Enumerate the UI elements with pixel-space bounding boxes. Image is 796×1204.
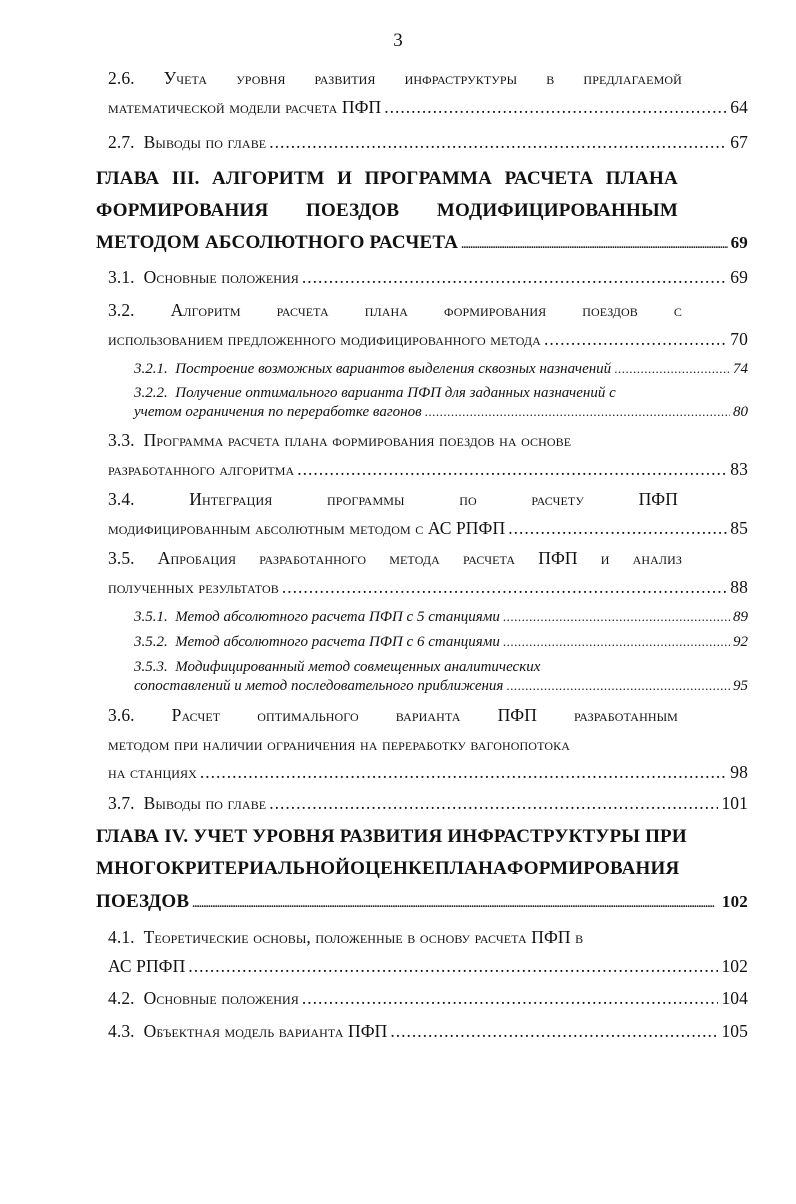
toc-entry-number: 3.4. [108, 489, 135, 509]
toc-chapter-4-line-3[interactable]: ПОЕЗДОВ ..... 102 [96, 891, 748, 913]
leader-dots [390, 1021, 718, 1042]
toc-entry-3-2-2-line-2[interactable]: учетом ограничения по переработке вагонов ..... 80 [134, 404, 748, 421]
toc-entry-3-2-1[interactable] [134, 361, 748, 378]
toc-entry-3-5-1[interactable] [134, 609, 748, 626]
toc-entry-4-3[interactable] [108, 1021, 748, 1042]
toc-entry-number: 3.5.3. [134, 659, 168, 675]
toc-entry-number: 3.2.2. [134, 385, 168, 401]
toc-entry-title: Метод абсолютного расчета ПФП с 6 станциями [175, 634, 500, 650]
toc-page-number: 101 [721, 793, 748, 813]
leader-dots [302, 267, 727, 288]
toc-page-number: 83 [730, 459, 748, 479]
toc-entry-4-2[interactable] [108, 988, 748, 1009]
leader-dots [461, 232, 727, 254]
toc-page-number: 80 [733, 404, 748, 420]
leader-dots [269, 132, 727, 153]
toc-entry-title: Объектная модель варианта ПФП [143, 1021, 388, 1041]
toc-entry-3-2-line-1[interactable]: 3.2. Алгоритм расчета плана формирования поездов с [108, 300, 682, 320]
toc-entry-title: Выводы по главе [143, 793, 267, 813]
toc-page-number: 69 [730, 233, 748, 252]
toc-entry-title: Построение возможных вариантов выделения сквозных назначений [175, 361, 612, 377]
toc-page-number: 102 [721, 956, 748, 976]
toc-entry-3-6-line-1[interactable]: 3.6. Расчет оптимального варианта ПФП разработанным [108, 705, 678, 725]
toc-entry-number: 3.1. [108, 267, 135, 287]
toc-entry-3-4-line-1[interactable]: 3.4. Интеграция программы по расчету ПФП [108, 489, 678, 509]
toc-entry-3-3-line-1[interactable]: 3.3. Программа расчета плана формирования поездов на основе [108, 430, 572, 450]
toc-chapter-3-line-3[interactable]: МЕТОДОМ АБСОЛЮТНОГО РАСЧЕТА ..... 69 [96, 232, 748, 254]
toc-entry-3-2-line-2[interactable]: использованием предложенного модифицированного метода ..... 70 [108, 329, 748, 350]
toc-entry-3-3-line-2[interactable]: разработанного алгоритма ..... 83 [108, 459, 748, 480]
toc-entry-4-1-line-1[interactable]: 4.1. Теоретические основы, положенные в основу расчета ПФП в [108, 927, 584, 947]
toc-page-number: 69 [730, 267, 748, 287]
toc-page-number: 70 [730, 329, 748, 349]
toc-entry-2-6-line-2[interactable]: математической модели расчета ПФП ..... 64 [108, 97, 748, 118]
toc-chapter-4-line-1[interactable]: ГЛАВА IV. УЧЕТ УРОВНЯ РАЗВИТИЯ ИНФРАСТРУКТУРЫ ПРИ [96, 826, 687, 847]
toc-entry-title: Метод абсолютного расчета ПФП с 5 станциями [175, 609, 500, 625]
toc-entry-title: Основные положения [143, 988, 299, 1008]
leader-dots [544, 329, 727, 350]
toc-page-number: 105 [721, 1021, 748, 1041]
toc-entry-3-1[interactable] [108, 267, 748, 288]
toc-entry-4-1-line-2[interactable]: АС РПФП ..... 102 [108, 956, 748, 977]
toc-page-number: 104 [721, 988, 748, 1008]
toc-entry-number: 3.5. [108, 548, 135, 568]
toc-chapter-3-line-2[interactable]: ФОРМИРОВАНИЯ ПОЕЗДОВ МОДИФИЦИРОВАННЫМ [96, 200, 678, 221]
leader-dots [508, 518, 727, 539]
leader-dots [297, 459, 727, 480]
toc-entry-2-6-line-1[interactable]: 2.6. Учета уровня развития инфраструктуры в предлагаемой [108, 68, 682, 88]
leader-dots [503, 609, 730, 626]
toc-entry-3-5-3-line-1[interactable]: 3.5.3. Модифицированный метод совмещенных аналитических [134, 659, 541, 675]
toc-page-number: 74 [733, 361, 748, 377]
toc-entry-3-5-3-line-2[interactable]: сопоставлений и метод последовательного приближения ..... 95 [134, 678, 748, 695]
toc-page-number: 88 [730, 577, 748, 597]
toc-entry-3-6-line-3[interactable]: на станциях ..... 98 [108, 762, 748, 783]
toc-entry-number: 2.6. [108, 68, 135, 88]
leader-dots [614, 361, 730, 378]
page-number: 3 [393, 30, 403, 51]
toc-entry-3-4-line-2[interactable]: модифицированным абсолютным методом с АС РПФП ..... 85 [108, 518, 748, 539]
leader-dots [200, 762, 727, 783]
toc-entry-number: 3.6. [108, 705, 135, 725]
toc-entry-number: 3.3. [108, 430, 135, 450]
leader-dots [188, 956, 718, 977]
toc-entry-number: 3.2. [108, 300, 135, 320]
toc-entry-title: Выводы по главе [143, 132, 267, 152]
toc-chapter-3-line-1[interactable]: ГЛАВА III. АЛГОРИТМ И ПРОГРАММА РАСЧЕТА ПЛАНА [96, 168, 678, 189]
toc-entry-3-7[interactable] [108, 793, 748, 814]
toc-page-number: 95 [733, 678, 748, 694]
toc-page-number: 67 [730, 132, 748, 152]
toc-entry-number: 2.7. [108, 132, 135, 152]
leader-dots [302, 988, 719, 1009]
toc-entry-3-6-line-2[interactable]: методом при наличии ограничения на переработку вагонопотока [108, 734, 570, 754]
toc-page-number: 85 [730, 518, 748, 538]
toc-page-number: 89 [733, 609, 748, 625]
leader-dots [192, 891, 719, 913]
leader-dots [269, 793, 718, 814]
toc-chapter-4-line-2[interactable]: МНОГОКРИТЕРИАЛЬНОЙ ОЦЕНКЕ ПЛАНА ФОРМИРОВАНИЯ [96, 858, 680, 879]
leader-dots [425, 404, 730, 421]
toc-entry-3-5-line-2[interactable]: полученных результатов ..... 88 [108, 577, 748, 598]
toc-entry-3-5-2[interactable] [134, 634, 748, 651]
toc-page-number: 98 [730, 762, 748, 782]
toc-entry-number: 3.2.1. [134, 361, 168, 377]
leader-dots [282, 577, 727, 598]
toc-entry-3-5-line-1[interactable]: 3.5. Апробация разработанного метода расчета ПФП и анализ [108, 548, 682, 568]
toc-page-number: 64 [730, 97, 748, 117]
toc-entry-3-2-2-line-1[interactable]: 3.2.2. Получение оптимального варианта ПФП для заданных назначений с [134, 385, 616, 401]
toc-entry-title: Основные положения [143, 267, 299, 287]
toc-entry-number: 4.1. [108, 927, 135, 947]
toc-page-number: 102 [721, 892, 748, 911]
leader-dots [506, 678, 730, 695]
toc-entry-number: 3.7. [108, 793, 135, 813]
toc-entry-number: 4.3. [108, 1021, 135, 1041]
toc-page-number: 92 [733, 634, 748, 650]
leader-dots [384, 97, 727, 118]
toc-entry-number: 3.5.1. [134, 609, 168, 625]
leader-dots [503, 634, 730, 651]
toc-entry-number: 3.5.2. [134, 634, 168, 650]
toc-entry-2-7[interactable] [108, 132, 748, 153]
toc-entry-number: 4.2. [108, 988, 135, 1008]
